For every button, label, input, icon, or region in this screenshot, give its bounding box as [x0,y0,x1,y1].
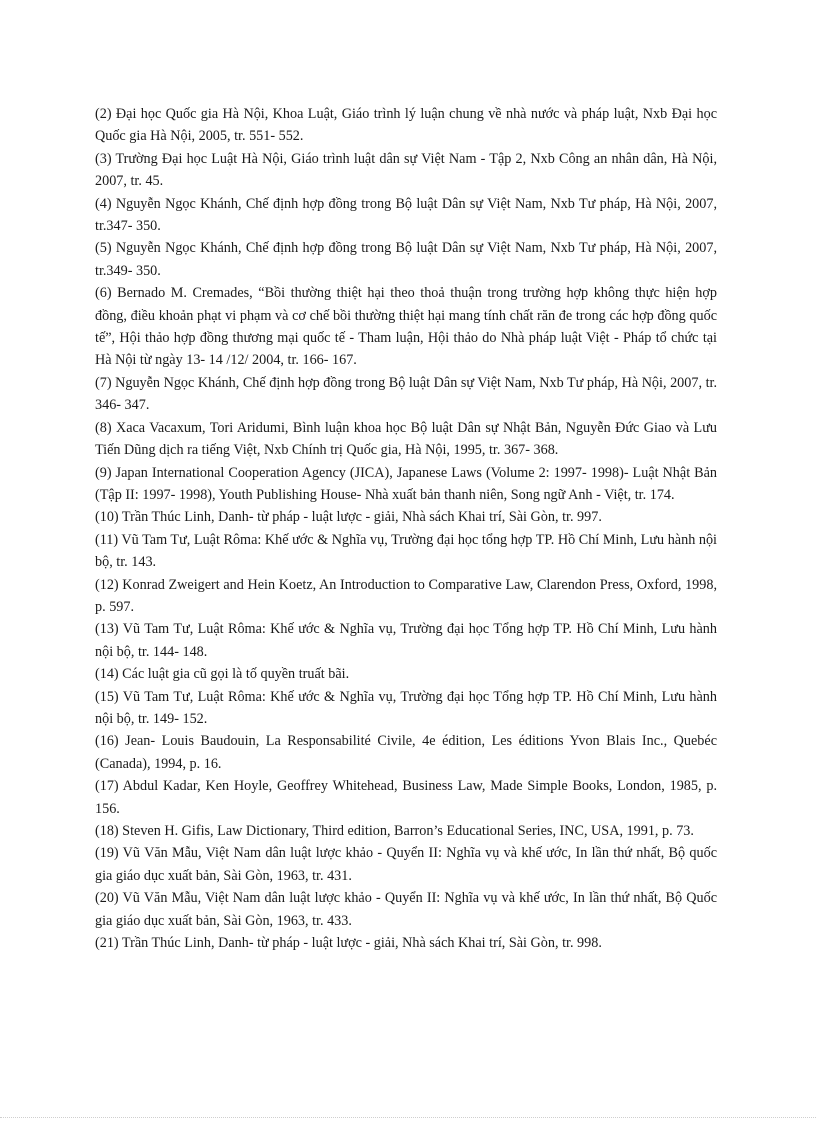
reference-item-2: (2) Đại học Quốc gia Hà Nội, Khoa Luật, Giáo trình lý luận chung về nhà nước và pháp luật, Nxb Đại học Quốc gia Hà Nội, 2005, tr. 551- 552. [95,106,717,145]
reference-item-20: (20) Vũ Văn Mẫu, Việt Nam dân luật lược khảo - Quyển II: Nghĩa vụ và khế ước, In lần thứ nhất, Bộ Quốc gia giáo dục xuất bản, Sài Gòn, 1963, tr. 433. [95,890,717,929]
reference-list [95,103,717,954]
reference-item-21: (21) Trần Thúc Linh, Danh- từ pháp - luật lược - giải, Nhà sách Khai trí, Sài Gòn, tr. 998. [95,935,602,952]
reference-item-19: (19) Vũ Văn Mẫu, Việt Nam dân luật lược khảo - Quyển II: Nghĩa vụ và khế ước, In lần thứ nhất, Bộ quốc gia giáo dục xuất bản, Sài Gòn, 1963, tr. 431. [95,845,717,884]
reference-item-4: (4) Nguyễn Ngọc Khánh, Chế định hợp đồng trong Bộ luật Dân sự Việt Nam, Nxb Tư pháp, Hà Nội, 2007, tr.347- 350. [95,195,717,235]
reference-item-13: (13) Vũ Tam Tư, Luật Rôma: Khế ước & Nghĩa vụ, Trường đại học Tổng hợp TP. Hồ Chí Minh, Lưu hành nội bộ, tr. 144- 148. [95,621,717,660]
reference-item-11: (11) Vũ Tam Tư, Luật Rôma: Khế ước & Nghĩa vụ, Trường đại học tổng hợp TP. Hồ Chí Minh, Lưu hành nội bộ, tr. 143. [95,531,717,571]
reference-item-6: (6) Bernado M. Cremades, “Bồi thường thiệt hại theo thoả thuận trong trường hợp không thực hiện hợp đồng, điều khoản phạt vi phạm và cơ chế bồi thường thiệt hại mang tính chất răn đe trong các hợp đồng quốc tế”, Hội thảo hợp đồng thương mại quốc tế - Tham luận, Hội thảo do Nhà pháp luật Việt - Pháp tổ chức tại Hà Nội từ ngày 13- 14 /12/ 2004, tr. 166- 167. [95,285,717,369]
reference-item-8: (8) Xaca Vacaxum, Tori Aridumi, Bình luận khoa học Bộ luật Dân sự Nhật Bản, Nguyễn Đức Giao và Lưu Tiến Dũng dịch ra tiếng Việt, Nxb Chính trị Quốc gia, Hà Nội, 1995, tr. 367- 368. [95,419,717,459]
reference-item-5: (5) Nguyễn Ngọc Khánh, Chế định hợp đồng trong Bộ luật Dân sự Việt Nam, Nxb Tư pháp, Hà Nội, 2007, tr.349- 350. [95,240,717,279]
reference-item-16: (16) Jean- Louis Baudouin, La Responsabilité Civile, 4e édition, Les éditions Yvon Blais Inc., Quebéc (Canada), 1994, p. 16. [95,733,717,772]
reference-item-15: (15) Vũ Tam Tư, Luật Rôma: Khế ước & Nghĩa vụ, Trường đại học Tổng hợp TP. Hồ Chí Minh, Lưu hành nội bộ, tr. 149- 152. [95,688,717,727]
reference-item-9: (9) Japan International Cooperation Agency (JICA), Japanese Laws (Volume 2: 1997- 1998)- Luật Nhật Bản (Tập II: 1997- 1998), Youth Publishing House- Nhà xuất bản thanh niên, Song ngữ Anh - Việt, tr. 174. [95,464,717,503]
reference-item-18: (18) Steven H. Gifis, Law Dictionary, Third edition, Barron’s Educational Series, INC, USA, 1991, p. 73. [95,823,694,839]
reference-item-7: (7) Nguyễn Ngọc Khánh, Chế định hợp đồng trong Bộ luật Dân sự Việt Nam, Nxb Tư pháp, Hà Nội, 2007, tr. 346- 347. [95,374,717,414]
reference-item-17: (17) Abdul Kadar, Ken Hoyle, Geoffrey Whitehead, Business Law, Made Simple Books, London, 1985, p. 156. [95,778,717,817]
page-bottom-dotted-rule [0,1117,816,1118]
reference-item-12: (12) Konrad Zweigert and Hein Koetz, An Introduction to Comparative Law, Clarendon Press, Oxford, 1998, p. 597. [95,576,717,615]
reference-item-14: (14) Các luật gia cũ gọi là tố quyền truất bãi. [95,666,350,683]
reference-item-3: (3) Trường Đại học Luật Hà Nội, Giáo trình luật dân sự Việt Nam - Tập 2, Nxb Công an nhân dân, Hà Nội, 2007, tr. 45. [95,150,717,190]
reference-item-10: (10) Trần Thúc Linh, Danh- từ pháp - luật lược - giải, Nhà sách Khai trí, Sài Gòn, tr. 997. [95,509,602,526]
